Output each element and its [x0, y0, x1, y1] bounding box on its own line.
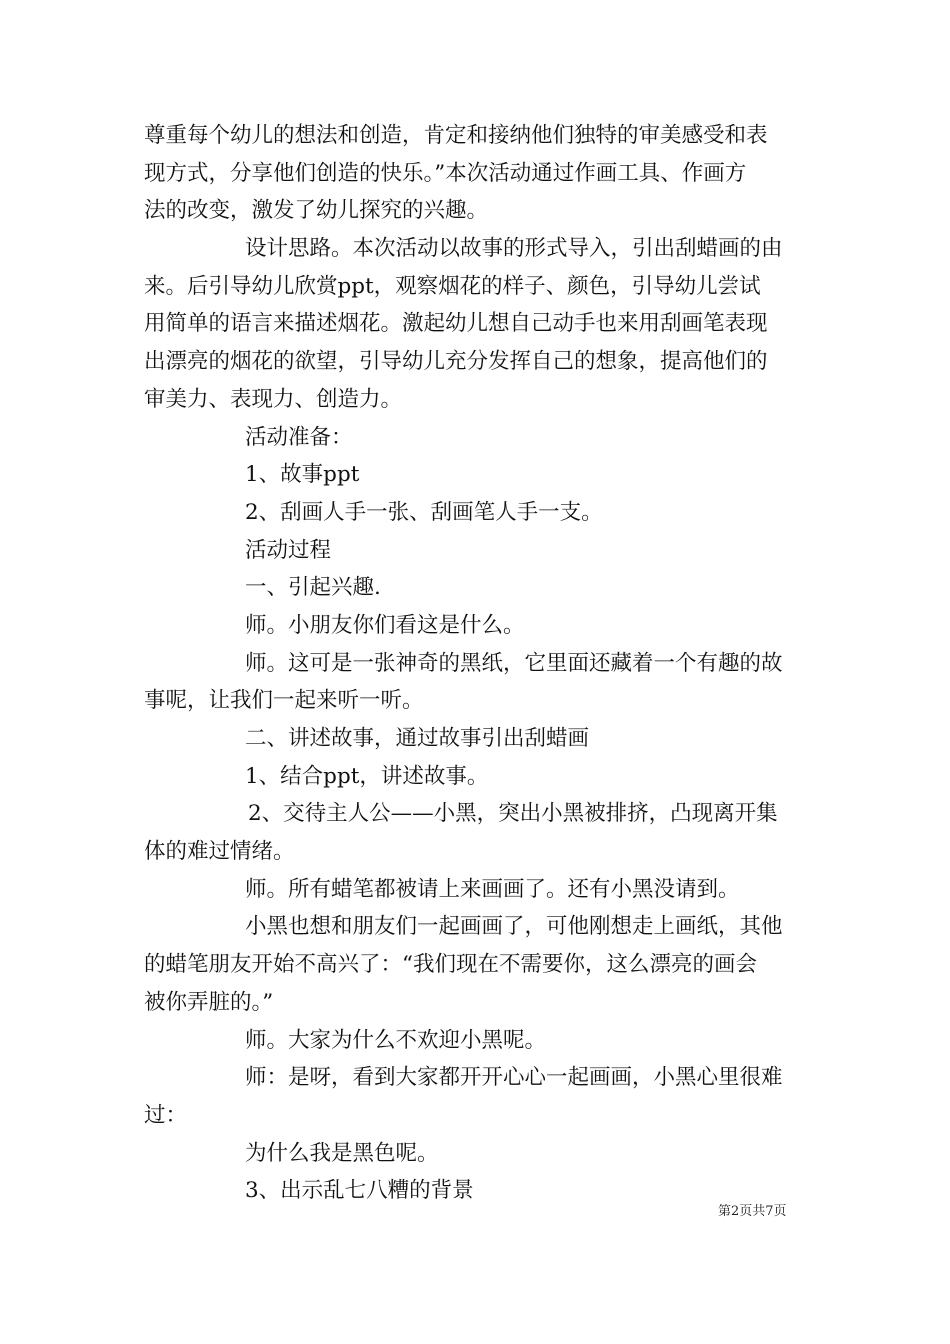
story-line: 为什么我是黑色呢。 [245, 1140, 439, 1166]
dialogue-line: 师。这可是一张神奇的黑纸，它里面还藏着一个有趣的故 [245, 650, 783, 676]
page-number: 第2页共7页 [718, 1204, 787, 1219]
document-body [144, 117, 816, 1210]
text-line: 体的难过情绪。 [144, 839, 295, 865]
text-line: 用简单的语言来描述烟花。激起幼儿想自己动手也来用刮画笔表现 [144, 311, 768, 337]
list-item: 2、刮画人手一张、刮画笔人手一支。 [245, 499, 603, 525]
text-line: 法的改变，激发了幼儿探究的兴趣。 [144, 198, 489, 224]
list-item: 2、交待主人公——小黑，突出小黑被排挤，凸现离开集 [248, 801, 778, 827]
text-line: 来。后引导幼儿欣赏ppt，观察烟花的样子、颜色，引导幼儿尝试 [144, 273, 761, 299]
text-line: 现方式，分享他们创造的快乐。”本次活动通过作画工具、作画方 [144, 160, 747, 186]
heading-activity-process: 活动过程 [245, 537, 332, 563]
text-line: 审美力、表现力、创造力。 [144, 386, 403, 412]
text-line: 出漂亮的烟花的欲望，引导幼儿充分发挥自己的想象，提高他们的 [144, 349, 768, 375]
list-item: 3、出示乱七八糟的背景 [245, 1178, 474, 1204]
paragraph-design-idea: 设计思路。本次活动以故事的形式导入，引出刮蜡画的由 [245, 236, 783, 262]
dialogue-line: 师。大家为什么不欢迎小黑呢。 [245, 1027, 547, 1053]
section-heading: 二、讲述故事，通过故事引出刮蜡画 [245, 726, 590, 751]
text-line: 事呢，让我们一起来听一听。 [144, 688, 424, 714]
text-line: 被你弄脏的。” [144, 989, 274, 1015]
list-item: 1、结合ppt，讲述故事。 [245, 763, 489, 789]
text-line: 过： [144, 1102, 188, 1128]
dialogue-line: 师。所有蜡笔都被请上来画画了。还有小黑没请到。 [245, 876, 740, 902]
dialogue-line: 师。小朋友你们看这是什么。 [245, 612, 525, 638]
text-line: 的蜡笔朋友开始不高兴了：“我们现在不需要你，这么漂亮的画会 [144, 952, 757, 978]
dialogue-line: 师：是呀，看到大家都开开心心一起画画，小黑心里很难 [245, 1065, 783, 1091]
section-heading: 一、引起兴趣. [245, 575, 381, 601]
list-item: 1、故事ppt [245, 462, 360, 488]
text-line: 尊重每个幼儿的想法和创造，肯定和接纳他们独特的审美感受和表 [144, 123, 768, 148]
story-line: 小黑也想和朋友们一起画画了，可他刚想走上画纸，其他 [245, 914, 783, 940]
heading-activity-preparation: 活动准备： [245, 424, 353, 450]
